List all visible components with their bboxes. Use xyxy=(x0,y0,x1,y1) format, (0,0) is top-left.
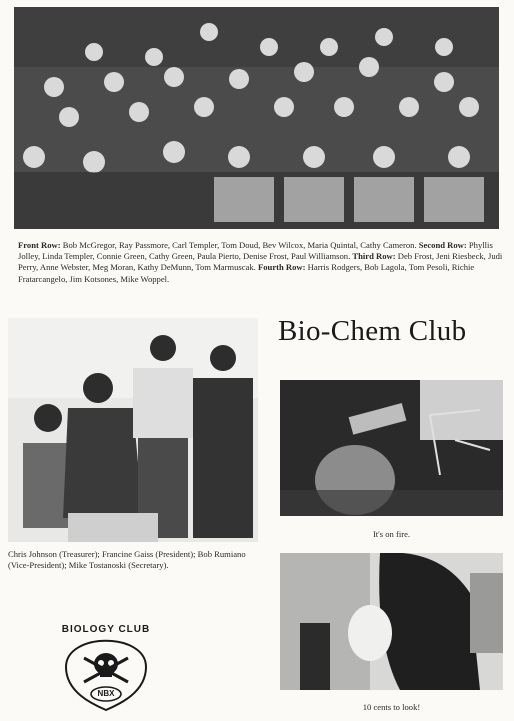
club-title: Bio-Chem Club xyxy=(278,315,467,347)
lab-photo xyxy=(280,380,503,516)
lab-photo-caption: It's on fire. xyxy=(372,529,411,539)
emblem-bottom-text: NBX xyxy=(97,689,115,698)
officers-caption: Chris Johnson (Treasurer); Francine Gaiss (President); Bob Rumiano (Vice-President); Mike Tostanoski (Secretary). xyxy=(8,549,246,571)
officers-photo xyxy=(8,318,258,542)
microscope-photo xyxy=(280,553,503,690)
group-photo xyxy=(14,7,499,229)
microscope-caption: 10 cents to look! xyxy=(362,702,421,712)
second-row-names: Phyllis Jolley, Linda Templer, Connie Green, Cathy Green, Paula Pierto, Denise Frost, Paul Williamson. xyxy=(18,240,493,262)
third-row-names: Deb Frost, Jeni Riesbeck, Judi Perry, Anne Webster, Meg Moran, Kathy DeMunn, Tom Marmuscak. xyxy=(18,251,503,273)
front-row-names: Bob McGregor, Ray Passmore, Carl Templer, Tom Doud, Bev Wilcox, Maria Quintal, Cathy Cameron. xyxy=(62,240,417,250)
group-caption xyxy=(18,240,503,285)
third-row-label: Third Row: xyxy=(352,251,396,262)
second-row-label: Second Row: xyxy=(418,240,467,250)
front-row-label: Front Row: xyxy=(18,240,61,250)
biology-club-emblem xyxy=(60,612,152,712)
fourth-row-label: Fourth Row: xyxy=(258,262,306,273)
emblem-top-text: BIOLOGY CLUB xyxy=(61,624,151,635)
fourth-row-names: Harris Rodgers, Bob Lagola, Tom Pesoli, Richie Fratarcangelo, Jim Kotsones, Mike Woppel. xyxy=(18,262,475,284)
